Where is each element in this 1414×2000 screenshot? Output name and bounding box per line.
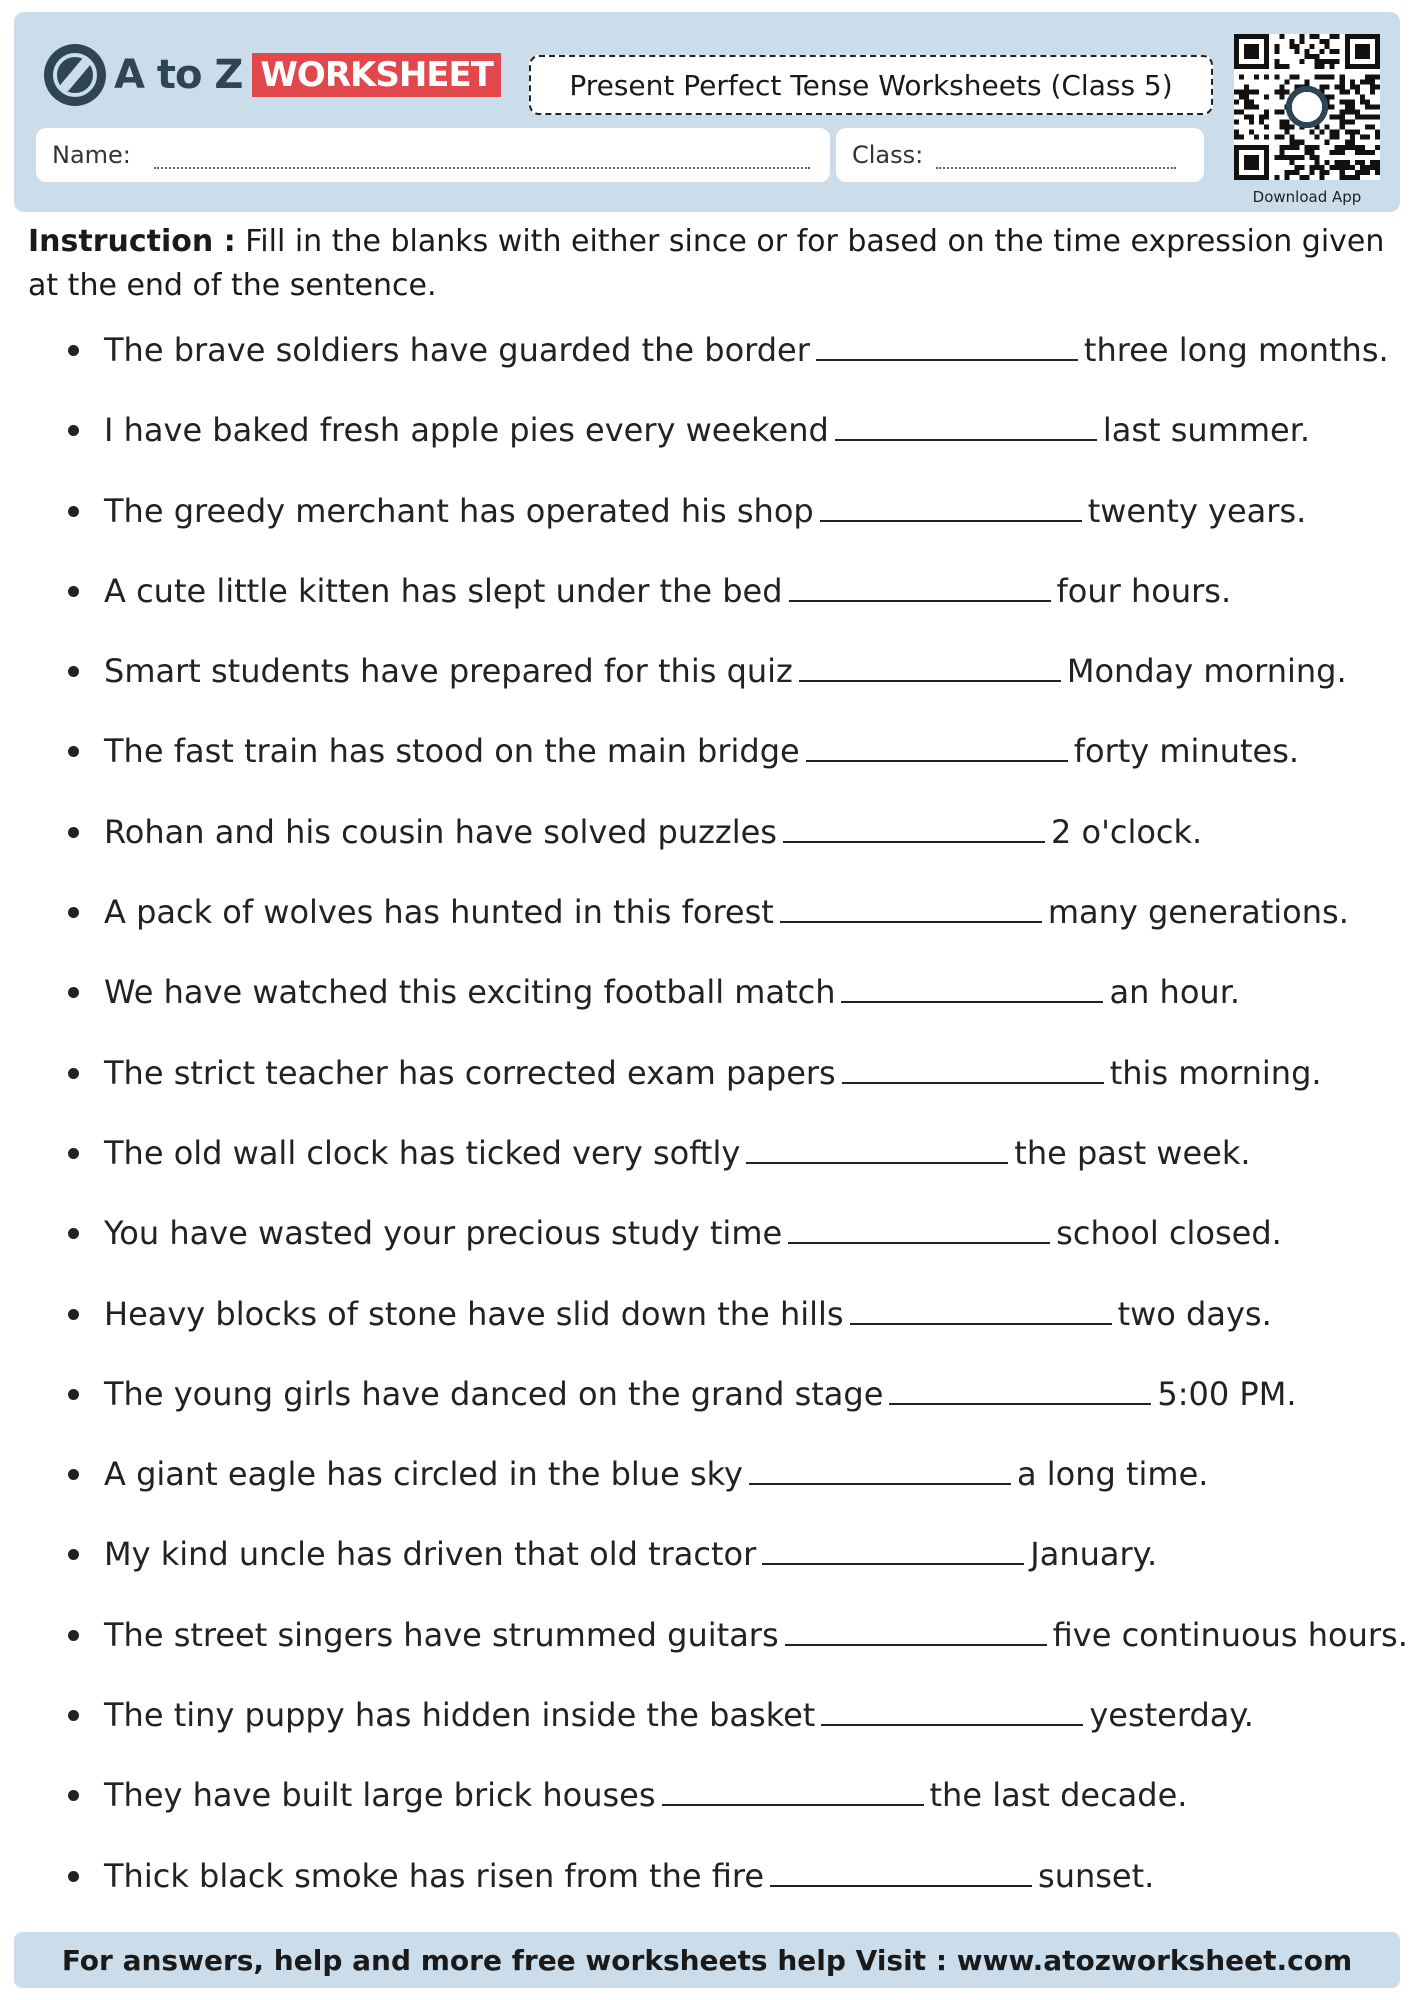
question-before: You have wasted your precious study time (104, 1214, 783, 1253)
question-after: an hour. (1109, 973, 1241, 1012)
question-before: The young girls have danced on the grand stage (104, 1374, 884, 1413)
class-field[interactable] (836, 128, 1204, 182)
question-before: A cute little kitten has slept under the bed (104, 571, 783, 610)
question-item (0, 1449, 1414, 1529)
question-item (0, 726, 1414, 806)
question-after: the last decade. (929, 1776, 1188, 1815)
name-dotted-line (154, 167, 810, 169)
answer-blank[interactable] (780, 891, 1042, 923)
question-text (104, 486, 1306, 536)
logo-badge: WORKSHEET (252, 53, 501, 97)
bullet-icon (68, 1389, 79, 1400)
answer-blank[interactable] (842, 1052, 1104, 1084)
question-item (0, 887, 1414, 967)
question-after: a long time. (1016, 1455, 1209, 1494)
question-list (0, 325, 1414, 1931)
answer-blank[interactable] (762, 1533, 1024, 1565)
question-item (0, 1529, 1414, 1609)
bullet-icon (68, 666, 79, 677)
question-text (104, 1369, 1297, 1419)
question-text (104, 807, 1202, 857)
question-item (0, 1610, 1414, 1690)
question-text (104, 1128, 1251, 1178)
question-text (104, 566, 1231, 616)
question-text (104, 1529, 1157, 1579)
answer-blank[interactable] (788, 1212, 1050, 1244)
question-after: 2 o'clock. (1050, 812, 1203, 851)
question-after: five continuous hours. (1052, 1615, 1408, 1654)
question-item (0, 967, 1414, 1047)
question-text (104, 325, 1389, 375)
question-after: many generations. (1047, 893, 1349, 932)
site-logo[interactable] (44, 40, 501, 110)
question-item (0, 325, 1414, 405)
question-item (0, 1690, 1414, 1770)
name-field[interactable] (36, 128, 830, 182)
question-before: They have built large brick houses (104, 1776, 656, 1815)
header-banner (14, 12, 1400, 212)
answer-blank[interactable] (662, 1774, 924, 1806)
question-before: The greedy merchant has operated his shop (104, 491, 814, 530)
bullet-icon (68, 746, 79, 757)
question-text (104, 1048, 1322, 1098)
question-after: Monday morning. (1066, 652, 1347, 691)
class-dotted-line (936, 167, 1176, 169)
bullet-icon (68, 345, 79, 356)
question-after: last summer. (1102, 411, 1311, 450)
question-before: Thick black smoke has risen from the fire (104, 1856, 765, 1895)
question-before: The fast train has stood on the main bridge (104, 732, 800, 771)
question-before: Rohan and his cousin have solved puzzles (104, 812, 777, 851)
bullet-icon (68, 586, 79, 597)
answer-blank[interactable] (770, 1855, 1032, 1887)
question-text (104, 405, 1310, 455)
question-item (0, 807, 1414, 887)
question-after: twenty years. (1087, 491, 1307, 530)
question-after: forty minutes. (1073, 732, 1300, 771)
question-text (104, 1690, 1254, 1740)
bullet-icon (68, 907, 79, 918)
question-item (0, 1369, 1414, 1449)
question-text (104, 1770, 1187, 1820)
question-item (0, 1851, 1414, 1931)
bullet-icon (68, 987, 79, 998)
question-item (0, 1128, 1414, 1208)
answer-blank[interactable] (850, 1293, 1112, 1325)
worksheet-title: Present Perfect Tense Worksheets (Class 5) (529, 55, 1213, 115)
answer-blank[interactable] (749, 1453, 1011, 1485)
instruction-text: Fill in the blanks with either since or for based on the time expression given at the end of the sentence. (28, 224, 1385, 303)
instruction (28, 220, 1388, 308)
instruction-label: Instruction : (28, 224, 236, 259)
bullet-icon (68, 425, 79, 436)
bullet-icon (68, 1871, 79, 1882)
answer-blank[interactable] (785, 1614, 1047, 1646)
question-text (104, 726, 1299, 776)
bullet-icon (68, 1790, 79, 1801)
bullet-icon (68, 1148, 79, 1159)
answer-blank[interactable] (820, 490, 1082, 522)
class-label: Class: (852, 141, 924, 169)
question-text (104, 1449, 1208, 1499)
question-after: 5:00 PM. (1157, 1374, 1297, 1413)
pen-logo-icon (44, 44, 106, 106)
question-before: The tiny puppy has hidden inside the basket (104, 1696, 816, 1735)
answer-blank[interactable] (841, 971, 1103, 1003)
question-text (104, 1208, 1282, 1258)
question-after: four hours. (1056, 571, 1232, 610)
footer-banner (14, 1932, 1400, 1988)
download-app-label: Download App (1252, 188, 1362, 206)
question-before: The street singers have strummed guitars (104, 1615, 779, 1654)
bullet-icon (68, 1228, 79, 1239)
question-after: school closed. (1056, 1214, 1282, 1253)
name-label: Name: (52, 141, 131, 169)
answer-blank[interactable] (806, 730, 1068, 762)
question-text (104, 967, 1240, 1017)
question-before: I have baked fresh apple pies every weekend (104, 411, 829, 450)
question-before: Heavy blocks of stone have slid down the hills (104, 1294, 844, 1333)
bullet-icon (68, 1309, 79, 1320)
question-before: We have watched this exciting football match (104, 973, 836, 1012)
answer-blank[interactable] (799, 650, 1061, 682)
question-item (0, 405, 1414, 485)
question-text (104, 646, 1347, 696)
bullet-icon (68, 1068, 79, 1079)
answer-blank[interactable] (746, 1132, 1008, 1164)
answer-blank[interactable] (889, 1373, 1151, 1405)
question-after: this morning. (1109, 1053, 1322, 1092)
bullet-icon (68, 506, 79, 517)
bullet-icon (68, 1710, 79, 1721)
question-item (0, 566, 1414, 646)
question-item (0, 1048, 1414, 1128)
bullet-icon (68, 1549, 79, 1560)
question-text (104, 1289, 1272, 1339)
question-before: The old wall clock has ticked very softly (104, 1133, 741, 1172)
answer-blank[interactable] (816, 329, 1078, 361)
question-before: Smart students have prepared for this quiz (104, 652, 793, 691)
question-after: the past week. (1014, 1133, 1251, 1172)
footer-text: For answers, help and more free worksheets help Visit : www.atozworksheet.com (61, 1943, 1353, 1977)
question-after: three long months. (1083, 331, 1389, 369)
answer-blank[interactable] (783, 811, 1045, 843)
question-after: yesterday. (1089, 1696, 1254, 1735)
bullet-icon (68, 827, 79, 838)
question-before: The strict teacher has corrected exam papers (104, 1053, 836, 1092)
question-item (0, 486, 1414, 566)
answer-blank[interactable] (821, 1694, 1083, 1726)
question-after: sunset. (1038, 1856, 1155, 1895)
question-item (0, 646, 1414, 726)
question-text (104, 1851, 1154, 1901)
question-after: two days. (1117, 1294, 1272, 1333)
question-after: January. (1030, 1535, 1158, 1574)
question-text (104, 1610, 1408, 1660)
question-text (104, 887, 1349, 937)
question-before: The brave soldiers have guarded the border (104, 331, 810, 369)
answer-blank[interactable] (835, 409, 1097, 441)
question-item (0, 1208, 1414, 1288)
bullet-icon (68, 1630, 79, 1641)
question-item (0, 1289, 1414, 1369)
question-item (0, 1770, 1414, 1850)
qr-code-icon[interactable] (1234, 34, 1380, 180)
bullet-icon (68, 1469, 79, 1480)
logo-text: A to Z (114, 52, 243, 98)
question-before: A pack of wolves has hunted in this forest (104, 893, 774, 932)
question-before: My kind uncle has driven that old tractor (104, 1535, 757, 1574)
answer-blank[interactable] (789, 570, 1051, 602)
question-before: A giant eagle has circled in the blue sky (104, 1455, 743, 1494)
